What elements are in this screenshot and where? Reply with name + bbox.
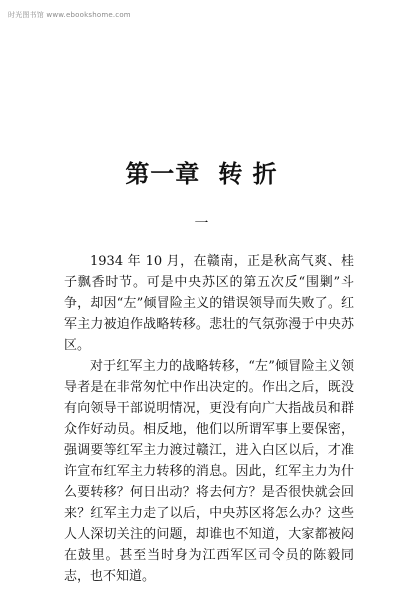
chapter-title: 转 折 [218, 159, 278, 188]
chapter-label: 第一章 [125, 159, 201, 188]
watermark: 时光图书馆 www.ebookshome.com [8, 11, 131, 19]
chapter-heading [0, 160, 403, 188]
paragraph: 1934 年 10 月，在赣南，正是秋高气爽、桂子飘香时节。可是中央苏区的第五次反“围剿”斗争，却因“左”倾冒险主义的错误领导而失败了。红军主力被迫作战略转移。悲壮的气氛弥漫于中央苏区。 [64, 254, 354, 353]
paragraph: 对于红军主力的战略转移，“左”倾冒险主义领导者是在非常匆忙中作出决定的。作出之后，既没有向领导干部说明情况，更没有向广大指战员和群众作好动员。相反地，他们以所谓军事上要保密，强调要等红军主力渡过赣江，进入白区以后，才准许宣布红军主力转移的消息。因此，红军主力为什么要转移？何日出动？将去何方？是否很快就会回来？红军主力走了以后，中央苏区将怎么办？这些人人深切关注的问题，却谁也不知道，大家都被闷在鼓里。甚至当时身为江西军区司令员的陈毅同志，也不知道。 [64, 359, 354, 584]
section-number: 一 [194, 216, 209, 232]
body-text [64, 251, 354, 587]
